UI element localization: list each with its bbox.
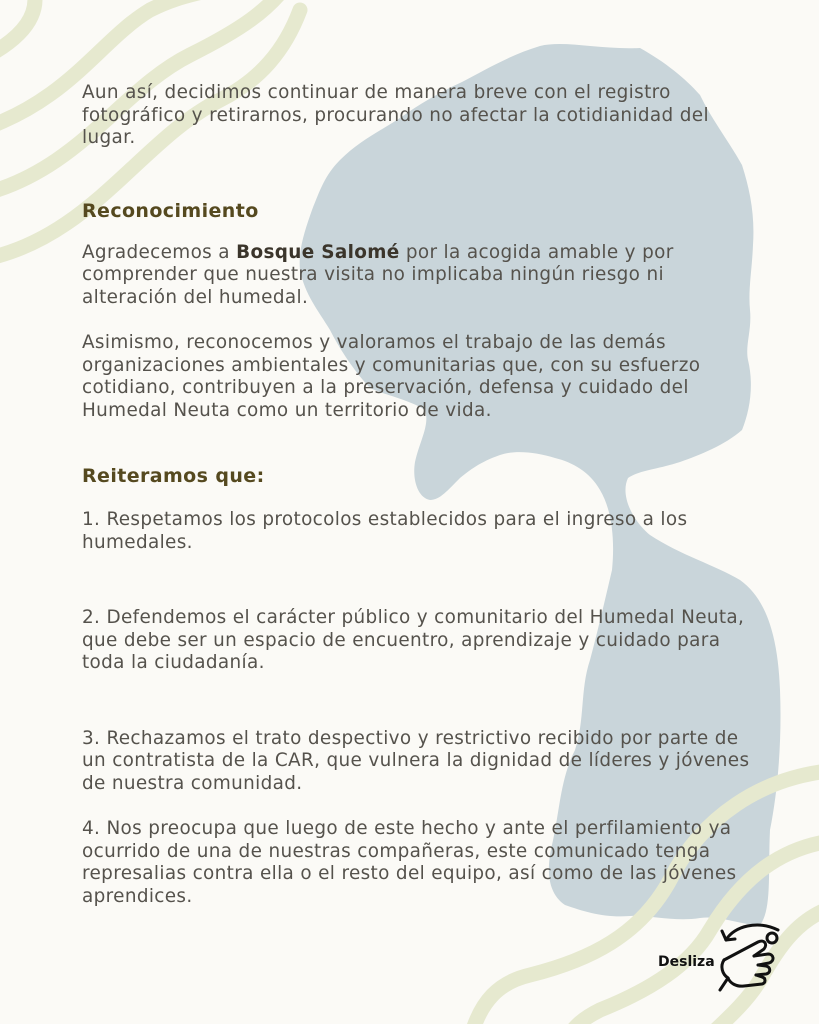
reconocimiento-heading: Reconocimiento — [82, 199, 259, 222]
list-item: 3. Rechazamos el trato despectivo y restrictivo recibido por parte de un contratista de la CAR, que vulnera la dignidad de líderes y jóvenes de nuestra comunidad. — [82, 727, 750, 794]
thanks-paragraph — [82, 242, 752, 310]
bosque-salome-name: Bosque Salomé — [236, 241, 400, 263]
list-item: 1. Respetamos los protocolos establecidos para el ingreso a los humedales. — [82, 509, 688, 553]
thanks-text-start: Agradecemos a — [82, 241, 237, 263]
intro-paragraph: Aun así, decidimos continuar de manera breve con el registro fotográfico y retirarnos, procurando no afectar la cotidianidad del lugar. — [82, 82, 709, 148]
recognition-paragraph: Asimismo, reconocemos y valoramos el trabajo de las demás organizaciones ambientales y comunitarias que, con su esfuerzo cotidiano, contribuyen a la preservación, defensa y cuidado del Humedal Neuta como un territorio de vida. — [82, 332, 701, 421]
list-item: 2. Defendemos el carácter público y comunitario del Humedal Neuta, que debe ser un espacio de encuentro, aprendizaje y cuidado para toda la ciudadanía. — [82, 607, 745, 673]
reiteramos-heading: Reiteramos que: — [82, 465, 265, 487]
thanks-text-end: por la acogida amable y por comprender que nuestra visita no implicaba ningún riesgo ni alteración del humedal. — [82, 241, 674, 308]
swipe-prompt[interactable] — [658, 920, 798, 1000]
swipe-label: Desliza — [658, 954, 715, 970]
list-item: 4. Nos preocupa que luego de este hecho y ante el perfilamiento ya ocurrido de una de nuestras compañeras, este comunicado tenga represalias contra ella o el resto del equipo, así como de las jóvenes aprendices. — [82, 818, 737, 907]
swipe-hand-icon — [718, 920, 790, 996]
statement-content — [82, 82, 752, 908]
